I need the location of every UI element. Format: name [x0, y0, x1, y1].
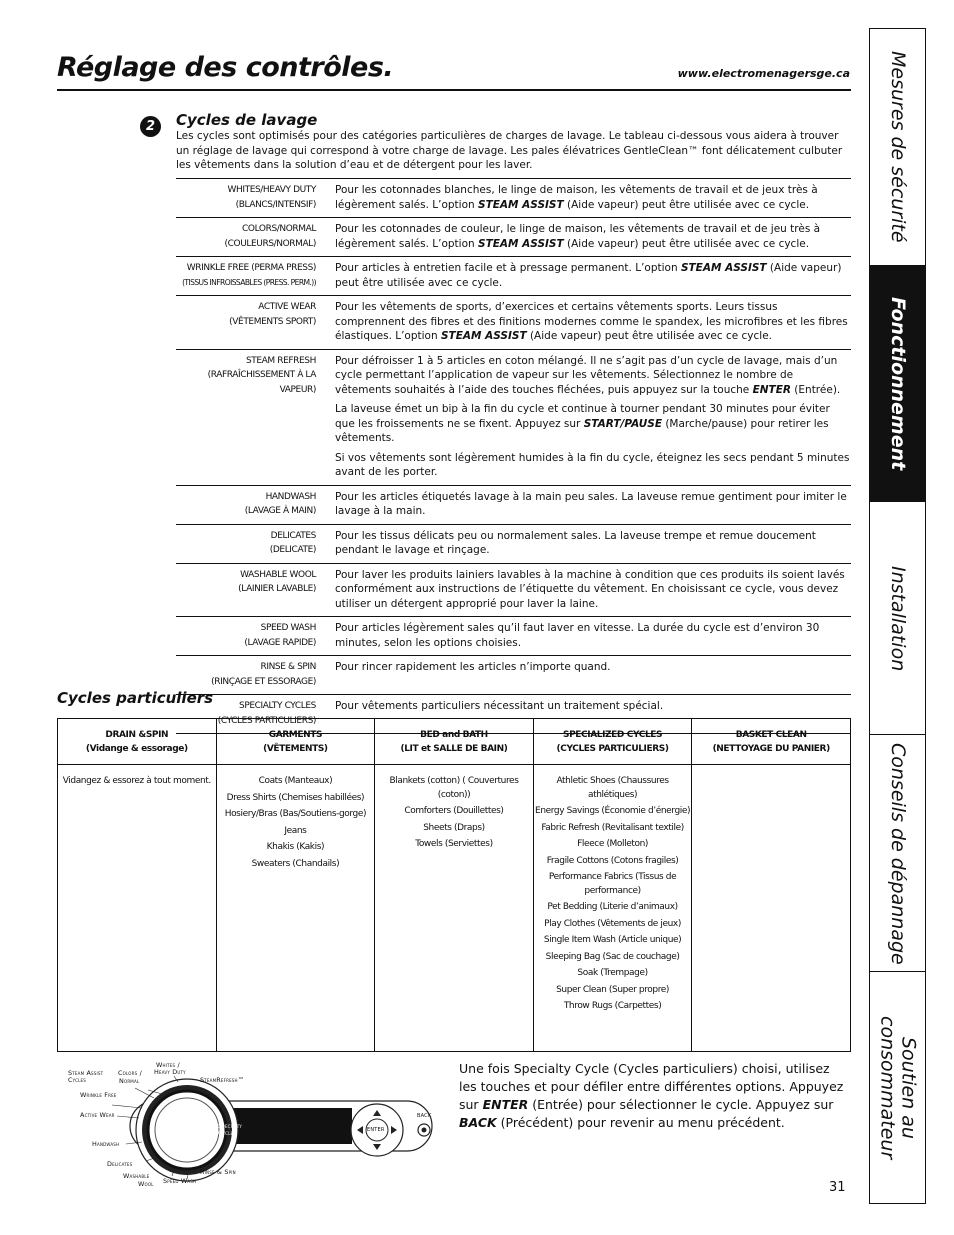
cycle-name: SPEED WASH (LAVAGE RAPIDE) — [176, 617, 335, 656]
cycle-description: Pour les articles étiquetés lavage à la main peu sales. La laveuse remue gentiment pour imiter le lavage à la main. — [335, 485, 851, 524]
special-column-items — [216, 765, 375, 1052]
panel-instructions: Une fois Specialty Cycle (Cycles particuliers) choisi, utilisez les touches et pour défiler entre différentes options. Appuyez sur ENTER (Entrée) pour sélectionner le cycle. Appuyez sur BACK (Précédent) pour revenir au menu précédent. — [459, 1061, 844, 1130]
panel-label-wrinkle-free: Wrinkle Free — [80, 1091, 117, 1099]
special-item: Play Clothes (Vêtements de jeux) — [544, 918, 681, 929]
cycle-description: Pour les cotonnades blanches, le linge de maison, les vêtements de travail et de jeux très à légèrement salés. L’option STEAM ASSIST (Aide vapeur) peut être utilisée avec ce cycle. — [335, 179, 851, 218]
special-column-items — [692, 765, 851, 1052]
enter-keyword: ENTER — [482, 1097, 529, 1112]
page-number: 31 — [829, 1180, 846, 1195]
cycle-row — [176, 617, 851, 656]
special-item: Sweaters (Chandails) — [251, 858, 340, 869]
special-item: Coats (Manteaux) — [258, 776, 333, 786]
panel-label-rinse-spin: Rinse & Spin — [200, 1168, 236, 1176]
special-item: Vidangez & essorez à tout moment. — [62, 776, 211, 786]
cycle-row — [176, 257, 851, 296]
cycle-name: STEAM REFRESH (RAFRAÎCHISSEMENT À LA VAPEUR) — [176, 349, 335, 485]
cycle-name: DELICATES (DELICATE) — [176, 524, 335, 563]
special-item: Energy Savings (Économie d’énergie) — [535, 806, 691, 816]
cycle-name: RINSE & SPIN (RINÇAGE ET ESSORAGE) — [176, 656, 335, 695]
special-item: Performance Fabrics (Tissus de performance) — [548, 872, 677, 896]
cycle-name: HANDWASH (LAVAGE À MAIN) — [176, 485, 335, 524]
tab-mesures-de-securite[interactable]: Mesures de sécurité — [887, 51, 909, 243]
cycle-row — [176, 656, 851, 695]
special-item: Hosiery/Bras (Bas/Soutiens-gorge) — [224, 809, 367, 819]
special-cycles-table — [57, 718, 851, 1052]
special-item: Jeans — [284, 825, 307, 836]
special-column-header: GARMENTS (VÊTEMENTS) — [216, 719, 375, 765]
website-url[interactable]: www.electromenagersge.ca — [677, 67, 850, 80]
special-item: Throw Rugs (Carpettes) — [563, 1001, 662, 1011]
panel-label-speed-wash: Speed Wash — [163, 1177, 197, 1185]
panel-label-colors: Colors / — [118, 1069, 142, 1077]
special-item: Soak (Trempage) — [577, 968, 648, 978]
special-item: Comforters (Douillettes) — [404, 806, 504, 816]
enter-button[interactable]: ENTER — [367, 1127, 385, 1133]
special-item: Fleece (Molleton) — [577, 839, 649, 849]
special-item: Sheets (Draps) — [423, 822, 485, 833]
cycle-row — [176, 349, 851, 485]
special-item: Dress Shirts (Chemises habillées) — [226, 792, 365, 803]
section-tabs — [869, 28, 926, 1204]
cycle-row — [176, 524, 851, 563]
tab-fonctionnement[interactable]: Fonctionnement — [870, 265, 925, 502]
cycle-description: Pour vêtements particuliers nécessitant un traitement spécial. — [335, 695, 851, 734]
special-column-header: DRAIN &SPIN (Vidange & essorage) — [58, 719, 217, 765]
special-cycles-heading: Cycles particuliers — [57, 689, 214, 707]
tab-installation[interactable]: Installation — [870, 501, 925, 735]
special-column-header: BED and BATH (LIT et SALLE DE BAIN) — [375, 719, 534, 765]
special-column-items — [533, 765, 692, 1052]
special-column-header: SPECIALIZED CYCLES (CYCLES PARTICULIERS) — [533, 719, 692, 765]
wash-cycles-table — [176, 178, 851, 734]
panel-label-normal: Normal — [119, 1077, 140, 1085]
cycle-name: COLORS/NORMAL (COULEURS/NORMAL) — [176, 218, 335, 257]
step-number-badge: 2 — [140, 116, 161, 137]
tab-soutien-au-consommateur[interactable]: Soutien au consommateur — [870, 971, 925, 1204]
panel-label-handwash: Handwash — [92, 1140, 120, 1148]
special-item: Blankets (cotton) ( Couvertures (coton)) — [389, 776, 519, 800]
panel-display-cycles: Cycles — [218, 1129, 236, 1137]
cycle-name: WHITES/HEAVY DUTY (BLANCS/INTENSIF) — [176, 179, 335, 218]
cycle-row — [176, 485, 851, 524]
panel-label-active-wear: Active Wear — [80, 1111, 115, 1119]
cycle-description: Pour rincer rapidement les articles n’importe quand. — [335, 656, 851, 695]
cycle-description: Pour les tissus délicats peu ou normalement sales. La laveuse trempe et remue doucement pendant le lavage et rinçage. — [335, 524, 851, 563]
cycle-name: SPECIALTY CYCLES (CYCLES PARTICULIERS) — [176, 695, 335, 734]
special-item: Athletic Shoes (Chaussures athlétiques) — [556, 776, 669, 800]
panel-label-steam-refresh: SteamRefresh™ — [200, 1076, 245, 1084]
cycle-name: ACTIVE WEAR (VÊTEMENTS SPORT) — [176, 296, 335, 350]
cycle-description: Pour les vêtements de sports, d’exercices et certains vêtements sports. Leurs tissus comprennent des fibres et des finitions modernes comme le spandex, les microfibres et les fibres élastiques. L’option STEAM ASSIST (Aide vapeur) peut être utilisée avec ce cycle. — [335, 296, 851, 350]
special-item: Single Item Wash (Article unique) — [543, 935, 682, 945]
cycle-row — [176, 179, 851, 218]
special-column-items — [375, 765, 534, 1052]
panel-label-cycles: Cycles — [68, 1076, 86, 1084]
cycle-name: WASHABLE WOOL (LAINIER LAVABLE) — [176, 563, 335, 617]
panel-label-delicates: Delicates — [107, 1160, 133, 1168]
page-title: Réglage des contrôles. — [57, 52, 394, 83]
cycle-row — [176, 296, 851, 350]
cycle-row — [176, 218, 851, 257]
section-intro: Les cycles sont optimisés pour des catégories particulières de charges de lavage. Le tableau ci-dessous vous aidera à trouver un réglage de lavage qui correspond à votre charge de lavage. Les pales élévatrices GentleClean™ font délicatement culbuter les vêtements dans la solution d’eau et de détergent pour les laver. — [176, 130, 843, 171]
panel-display-specialty: Specialty — [218, 1122, 243, 1130]
special-item: Khakis (Kakis) — [266, 842, 325, 852]
cycle-row — [176, 563, 851, 617]
section-heading: Cycles de lavage — [176, 111, 318, 129]
special-item: Sleeping Bag (Sac de couchage) — [545, 951, 680, 962]
cycle-description: Pour articles légèrement sales qu’il faut laver en vitesse. La durée du cycle est d’environ 30 minutes, selon les options choisies. — [335, 617, 851, 656]
special-item: Fragile Cottons (Cotons fragiles) — [546, 855, 679, 866]
panel-label-wool: Wool — [138, 1180, 154, 1188]
cycle-description: Pour les cotonnades de couleur, le linge de maison, les vêtements de travail et de jeu très à légèrement salés. L’option STEAM ASSIST (Aide vapeur) peut être utilisée avec ce cycle. — [335, 218, 851, 257]
cycle-description: Pour articles à entretien facile et à pressage permanent. L’option STEAM ASSIST (Aide vapeur) peut être utilisée avec ce cycle. — [335, 257, 851, 296]
special-column-items — [58, 765, 217, 1052]
special-item: Fabric Refresh (Revitalisant textile) — [541, 822, 684, 833]
panel-label-heavy-duty: Heavy Duty — [154, 1068, 186, 1076]
tab-conseils-de-depannage[interactable]: Conseils de dépannage — [870, 734, 925, 972]
panel-label-steam-assist: Steam Assist — [68, 1069, 104, 1077]
special-item: Towels (Serviettes) — [415, 839, 493, 849]
control-panel-illustration — [62, 1058, 442, 1193]
cycle-description: Pour laver les produits lainiers lavables à la machine à condition que ces produits ils soient lavés conformément aux instructions de l’étiquette du vêtement. En choisissant ce cycle, vous devez utiliser un détergent approprié pour laver la laine. — [335, 563, 851, 617]
cycle-description: Pour défroisser 1 à 5 articles en coton mélangé. Il ne s’agit pas d’un cycle de lavage, mais d’un cycle permettant l’application de vapeur sur les vêtements. Sélectionnez le nombre de vêtements souhaités à l’aide des touches fléchées, puis appuyez sur la touche ENTER (Entrée). La laveuse émet un bip à la fin du cycle et continue à tourner pendant 30 minutes pour éviter que les froissements ne se fixent. Appuyez sur START/PAUSE (Marche/pause) pour retirer les vêtements. Si vos vêtements sont légèrement humides à la fin du cycle, éteignez les secs pendant 5 minutes avant de les porter. — [335, 349, 851, 485]
back-keyword: BACK — [459, 1115, 497, 1130]
cycle-name: WRINKLE FREE (PERMA PRESS) (TISSUS INFROISSABLES (PRESS. PERM.)) — [176, 257, 335, 296]
back-button[interactable]: BACK — [417, 1113, 432, 1119]
special-item: Super Clean (Super propre) — [556, 984, 670, 995]
special-column-header: BASKET CLEAN (NETTOYAGE DU PANIER) — [692, 719, 851, 765]
special-item: Pet Bedding (Literie d’animaux) — [547, 902, 678, 912]
panel-label-whites: Whites / — [156, 1061, 180, 1069]
panel-label-washable: Washable — [123, 1172, 150, 1180]
title-rule — [57, 89, 851, 91]
